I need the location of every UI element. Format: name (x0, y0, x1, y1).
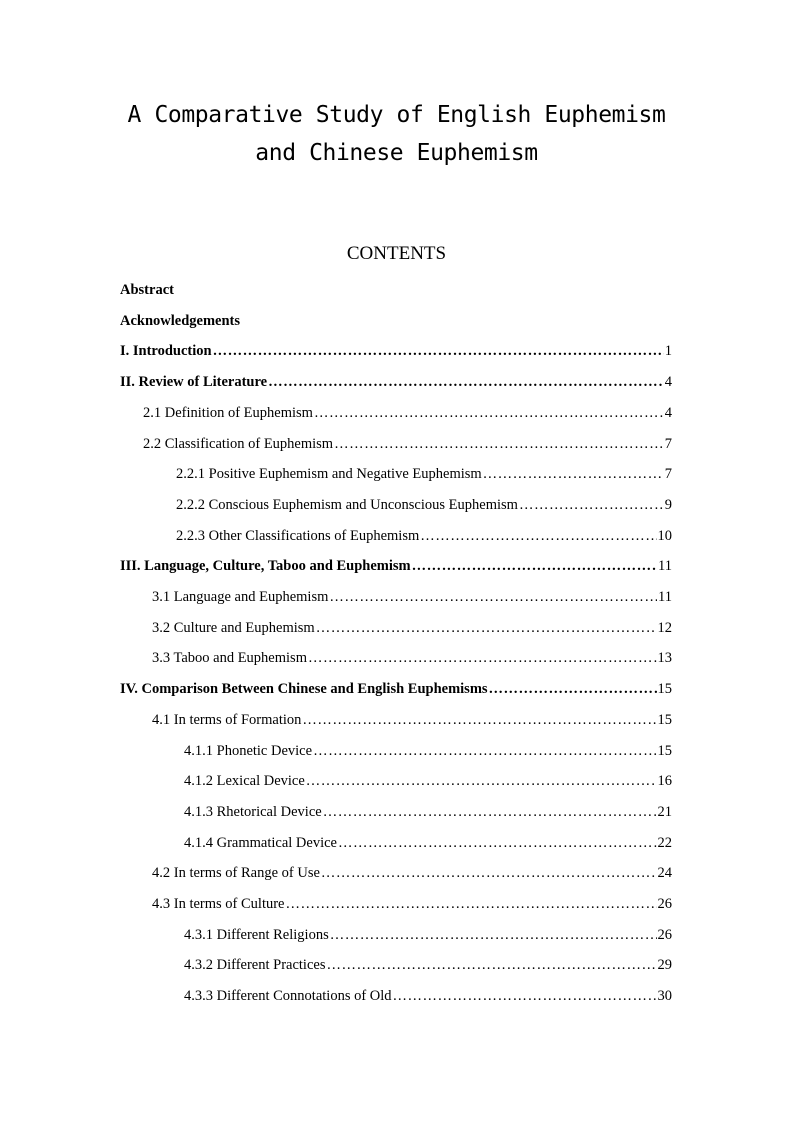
toc-leader-dots (213, 341, 664, 361)
toc-leader-dots (326, 955, 656, 975)
toc-entry-label: 2.1 Definition of Euphemism (143, 405, 313, 421)
toc-leader-dots (313, 741, 656, 761)
document-title (110, 96, 683, 172)
toc-page-number: 21 (657, 804, 672, 820)
toc-entry[interactable] (120, 311, 240, 331)
toc-page-number: 26 (657, 927, 672, 943)
toc-entry-label: II. Review of Literature (120, 374, 268, 390)
toc-page-number: 1 (664, 343, 672, 359)
toc-entry[interactable] (152, 863, 672, 883)
toc-leader-dots (420, 526, 656, 546)
toc-page-number: 26 (657, 896, 672, 912)
toc-page-number: 24 (657, 865, 672, 881)
toc-entry-label: 2.2.3 Other Classifications of Euphemism (176, 528, 420, 544)
toc-entry[interactable] (184, 802, 672, 822)
toc-leader-dots (286, 894, 657, 914)
toc-leader-dots (268, 372, 664, 392)
toc-leader-dots (334, 434, 664, 454)
toc-leader-dots (330, 925, 657, 945)
toc-entry-label: III. Language, Culture, Taboo and Euphemism (120, 558, 411, 574)
toc-leader-dots (489, 679, 657, 699)
toc-leader-dots (483, 464, 664, 484)
toc-entry[interactable] (176, 526, 672, 546)
toc-entry-label: 3.2 Culture and Euphemism (152, 620, 315, 636)
toc-entry[interactable] (184, 833, 672, 853)
toc-entry-label: 4.3 In terms of Culture (152, 896, 285, 912)
toc-leader-dots (323, 802, 657, 822)
title-line-1: A Comparative Study of English Euphemism (127, 102, 666, 128)
toc-entry[interactable] (176, 464, 672, 484)
toc-entry-label: 2.2.2 Conscious Euphemism and Unconscious Euphemism (176, 497, 518, 513)
title-line-2: and Chinese Euphemism (255, 140, 538, 166)
toc-leader-dots (519, 495, 664, 515)
toc-leader-dots (316, 618, 657, 638)
toc-entry[interactable] (120, 280, 174, 300)
toc-entry-label: I. Introduction (120, 343, 212, 359)
toc-entry[interactable] (184, 741, 672, 761)
toc-entry-label: 2.2.1 Positive Euphemism and Negative Euphemism (176, 466, 482, 482)
toc-entry-label: Abstract (120, 282, 174, 298)
toc-entry-label: 4.1.1 Phonetic Device (184, 743, 313, 759)
toc-leader-dots (393, 986, 657, 1006)
toc-page-number: 22 (657, 835, 672, 851)
toc-entry[interactable] (152, 710, 672, 730)
toc-entry-label: 4.1 In terms of Formation (152, 712, 302, 728)
toc-leader-dots (314, 403, 664, 423)
toc-entry[interactable] (120, 556, 672, 576)
toc-entry[interactable] (120, 679, 672, 699)
toc-leader-dots (338, 833, 657, 853)
toc-entry-label: 4.1.2 Lexical Device (184, 773, 305, 789)
toc-entry[interactable] (143, 434, 672, 454)
toc-entry-label: Acknowledgements (120, 313, 241, 329)
toc-page-number: 10 (657, 528, 672, 544)
toc-entry-label: 4.2 In terms of Range of Use (152, 865, 320, 881)
toc-entry[interactable] (152, 894, 672, 914)
toc-entry-label: 4.1.3 Rhetorical Device (184, 804, 322, 820)
toc-page-number: 9 (664, 497, 672, 513)
toc-entry[interactable] (184, 771, 672, 791)
toc-entry-label: 4.3.3 Different Connotations of Old (184, 988, 392, 1004)
toc-page-number: 15 (657, 712, 672, 728)
toc-page-number: 15 (657, 743, 672, 759)
toc-leader-dots (308, 648, 657, 668)
toc-page-number: 11 (658, 589, 672, 605)
toc-page-number: 13 (657, 650, 672, 666)
toc-entry[interactable] (176, 495, 672, 515)
toc-entry[interactable] (152, 587, 672, 607)
toc-page-number: 4 (664, 374, 672, 390)
toc-page-number: 16 (657, 773, 672, 789)
toc-page-number: 11 (658, 558, 672, 574)
toc-page-number: 7 (664, 436, 672, 452)
toc-entry-label: 4.3.1 Different Religions (184, 927, 329, 943)
toc-entry[interactable] (184, 955, 672, 975)
toc-entry[interactable] (184, 925, 672, 945)
toc-entry[interactable] (120, 372, 672, 392)
toc-page-number: 12 (657, 620, 672, 636)
toc-page-number: 30 (657, 988, 672, 1004)
toc-entry-label: 4.1.4 Grammatical Device (184, 835, 337, 851)
toc-page-number: 4 (664, 405, 672, 421)
toc-leader-dots (321, 863, 657, 883)
toc-page-number: 15 (657, 681, 672, 697)
toc-entry-label: 3.3 Taboo and Euphemism (152, 650, 307, 666)
toc-page-number: 7 (664, 466, 672, 482)
toc-entry-label: 4.3.2 Different Practices (184, 957, 326, 973)
toc-entry[interactable] (184, 986, 672, 1006)
toc-entry[interactable] (152, 618, 672, 638)
toc-leader-dots (412, 556, 657, 576)
toc-entry-label: 2.2 Classification of Euphemism (143, 436, 334, 452)
toc-entry-label: IV. Comparison Between Chinese and English Euphemisms (120, 681, 488, 697)
toc-entry-label: 3.1 Language and Euphemism (152, 589, 329, 605)
contents-heading: CONTENTS (346, 243, 447, 264)
toc-leader-dots (306, 771, 657, 791)
toc-entry[interactable] (143, 403, 672, 423)
toc-entry[interactable] (152, 648, 672, 668)
toc-page-number: 29 (657, 957, 672, 973)
toc-leader-dots (329, 587, 657, 607)
toc-entry[interactable] (120, 341, 672, 361)
toc-leader-dots (302, 710, 656, 730)
